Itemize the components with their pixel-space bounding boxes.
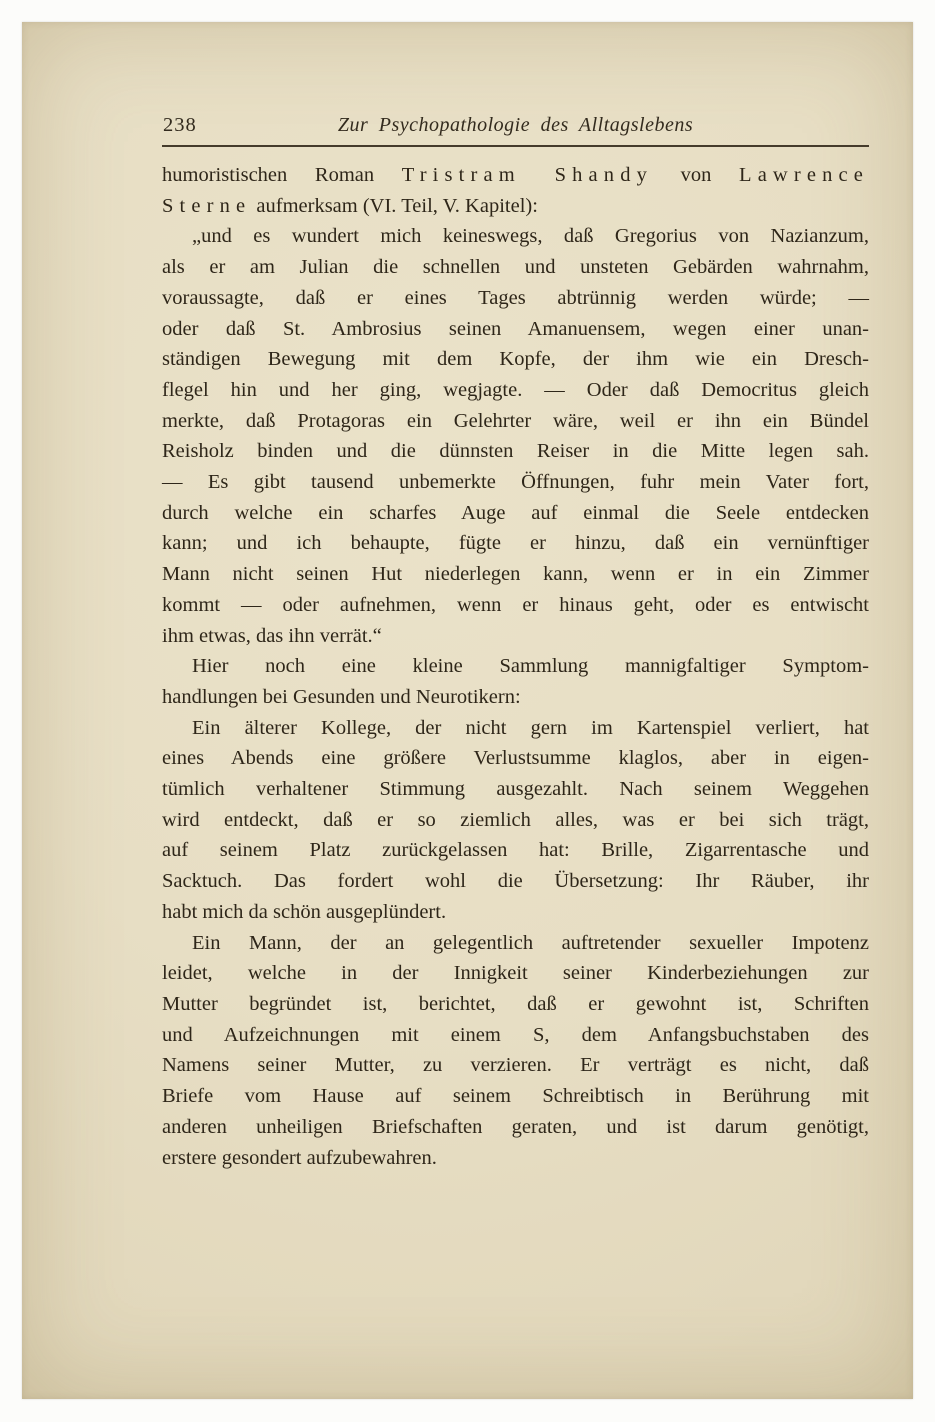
running-head: Zur Psychopathologie des Alltagslebens <box>337 114 694 136</box>
text-line <box>162 958 869 989</box>
text-segment: Ein älterer Kollege, der nicht gern im Kartenspiel verliert, hat <box>192 716 869 739</box>
text-segment: humoristischen Roman <box>162 164 402 186</box>
text-segment: aufmerksam (VI. Teil, V. Kapitel): <box>251 194 538 217</box>
text-line <box>162 713 869 744</box>
text-line <box>162 743 869 774</box>
text-line <box>162 1050 869 1081</box>
text-segment: habt mich da schön ausgeplündert. <box>162 900 447 923</box>
text-line <box>162 1112 869 1143</box>
text-segment: — Es gibt tausend unbemerkte Öffnungen, fuhr mein Vater fort, <box>162 471 869 494</box>
text-line <box>162 590 869 621</box>
text-line <box>162 1143 869 1174</box>
paragraph <box>162 928 869 1174</box>
paragraph <box>162 651 869 712</box>
text-segment: Reisholz binden und die dünnsten Reiser in die Mitte legen sah. <box>162 440 869 463</box>
text-line <box>162 436 869 467</box>
page-body <box>162 160 869 1173</box>
text-line <box>162 805 869 836</box>
text-line <box>162 498 869 529</box>
text-segment: Namens seiner Mutter, zu verzieren. Er verträgt es nicht, daß <box>162 1054 869 1077</box>
text-segment: ihm etwas, das ihn verrät.“ <box>162 624 382 647</box>
text-line <box>162 928 869 959</box>
paragraph <box>162 713 869 928</box>
text-segment: „und es wundert mich keineswegs, daß Gregorius von Nazianzum, <box>192 225 869 248</box>
text-segment: ständigen Bewegung mit dem Kopfe, der ihm wie ein Dresch- <box>162 348 869 371</box>
text-segment: leidet, welche in der Innigkeit seiner Kinderbeziehungen zur <box>162 962 869 985</box>
text-line <box>162 252 869 283</box>
header-rule <box>162 145 869 147</box>
text-segment: Hier noch eine kleine Sammlung mannigfaltiger Symptom- <box>192 655 869 678</box>
paragraph <box>162 221 869 651</box>
text-segment: Ein Mann, der an gelegentlich auftretender sexueller Impotenz <box>192 931 869 954</box>
paragraph <box>162 160 869 221</box>
text-segment: eines Abends eine größere Verlustsumme klaglos, aber in eigen- <box>162 747 869 770</box>
text-segment: als er am Julian die schnellen und unsteten Gebärden wahrnahm, <box>162 256 869 279</box>
text-segment: Mutter begründet ist, berichtet, daß er gewohnt ist, Schriften <box>162 992 869 1015</box>
text-line <box>162 406 869 437</box>
text-segment: flegel hin und her ging, wegjagte. — Oder daß Democritus gleich <box>162 378 869 401</box>
text-line <box>162 897 869 928</box>
text-line <box>162 866 869 897</box>
text-segment: voraussagte, daß er eines Tages abtrünnig werden würde; — <box>162 286 869 309</box>
text-line <box>162 835 869 866</box>
text-segment: von <box>653 164 740 186</box>
text-segment: anderen unheiligen Briefschaften geraten, und ist darum genötigt, <box>162 1115 869 1138</box>
text-segment: wird entdeckt, daß er so ziemlich alles, was er bei sich trägt, <box>162 808 869 831</box>
text-segment: kann; und ich behaupte, fügte er hinzu, daß ein vernünftiger <box>162 532 869 555</box>
text-segment: Sacktuch. Das fordert wohl die Übersetzung: Ihr Räuber, ihr <box>162 870 869 893</box>
text-line <box>162 221 869 252</box>
text-line <box>162 989 869 1020</box>
text-segment: Briefe vom Hause auf seinem Schreibtisch in Berührung mit <box>162 1085 869 1108</box>
text-line <box>162 559 869 590</box>
text-segment: handlungen bei Gesunden und Neurotikern: <box>162 685 521 708</box>
page-header <box>162 112 869 138</box>
text-line <box>162 467 869 498</box>
text-segment: durch welche ein scharfes Auge auf einmal die Seele entdecken <box>162 501 869 524</box>
text-line <box>162 191 869 222</box>
text-line <box>162 1020 869 1051</box>
text-line <box>162 314 869 345</box>
letterspaced-name: Sterne <box>162 194 252 217</box>
text-line <box>162 375 869 406</box>
text-segment: und Aufzeichnungen mit einem S, dem Anfangsbuchstaben des <box>162 1023 869 1046</box>
letterspaced-name: Lawrence <box>739 164 870 186</box>
text-line <box>162 283 869 314</box>
text-line <box>162 160 869 191</box>
text-line <box>162 682 869 713</box>
text-line <box>162 651 869 682</box>
text-line <box>162 528 869 559</box>
text-segment: auf seinem Platz zurückgelassen hat: Brille, Zigarrentasche und <box>162 839 869 862</box>
text-segment: merkte, daß Protagoras ein Gelehrter wäre, weil er ihn ein Bündel <box>162 409 869 432</box>
book-page <box>22 22 913 1399</box>
text-segment: tümlich verhaltener Stimmung ausgezahlt. Nach seinem Weggehen <box>162 778 869 801</box>
text-line <box>162 774 869 805</box>
text-segment: Mann nicht seinen Hut niederlegen kann, wenn er in ein Zimmer <box>162 563 869 586</box>
letterspaced-name: Tristram Shandy <box>401 164 653 186</box>
page-content <box>162 112 869 1173</box>
text-line <box>162 344 869 375</box>
text-line <box>162 1081 869 1112</box>
page-number: 238 <box>163 114 197 136</box>
text-line <box>162 621 869 652</box>
text-segment: erstere gesondert aufzubewahren. <box>162 1146 437 1169</box>
text-segment: oder daß St. Ambrosius seinen Amanuensem, wegen einer unan- <box>162 317 869 340</box>
text-segment: kommt — oder aufnehmen, wenn er hinaus geht, oder es entwischt <box>162 593 869 616</box>
